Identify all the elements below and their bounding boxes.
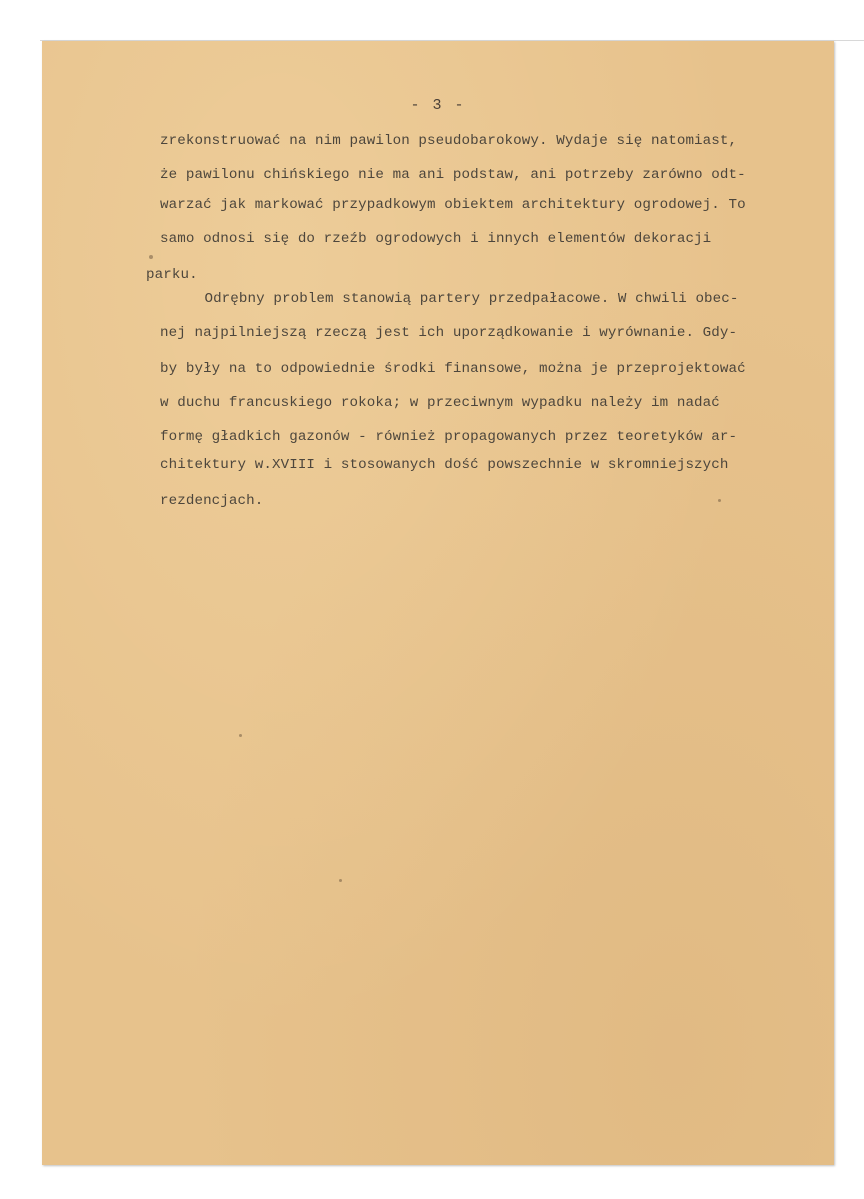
ink-mark bbox=[149, 255, 153, 259]
text-line-8: by były na to odpowiednie środki finansowe, można je przeprojektować bbox=[160, 361, 746, 377]
ink-speck bbox=[339, 879, 342, 882]
text-line-2: że pawilonu chińskiego nie ma ani podstaw, ani potrzeby zarówno odt- bbox=[160, 167, 746, 183]
text-line-12: rezdencjach. bbox=[160, 493, 264, 509]
page-number: - 3 - bbox=[410, 97, 466, 114]
paper-sheet bbox=[42, 41, 834, 1165]
text-line-3: warzać jak markować przypadkowym obiektem architektury ogrodowej. To bbox=[160, 197, 746, 213]
text-line-7: nej najpilniejszą rzeczą jest ich uporządkowanie i wyrównanie. Gdy- bbox=[160, 325, 738, 341]
text-line-4: samo odnosi się do rzeźb ogrodowych i innych elementów dekoracji bbox=[160, 231, 712, 247]
text-line-10: formę gładkich gazonów - również propagowanych przez teoretyków ar- bbox=[160, 429, 738, 445]
ink-speck bbox=[239, 734, 242, 737]
text-line-9: w duchu francuskiego rokoka; w przeciwnym wypadku należy im nadać bbox=[160, 395, 720, 411]
text-line-6: Odrębny problem stanowią partery przedpałacowe. W chwili obec- bbox=[170, 291, 739, 307]
text-line-1: zrekonstruować na nim pawilon pseudobarokowy. Wydaje się natomiast, bbox=[160, 133, 738, 149]
text-line-11: chitektury w.XVIII i stosowanych dość powszechnie w skromniejszych bbox=[160, 457, 729, 473]
ink-speck bbox=[718, 499, 721, 502]
text-line-5: parku. bbox=[146, 267, 198, 283]
